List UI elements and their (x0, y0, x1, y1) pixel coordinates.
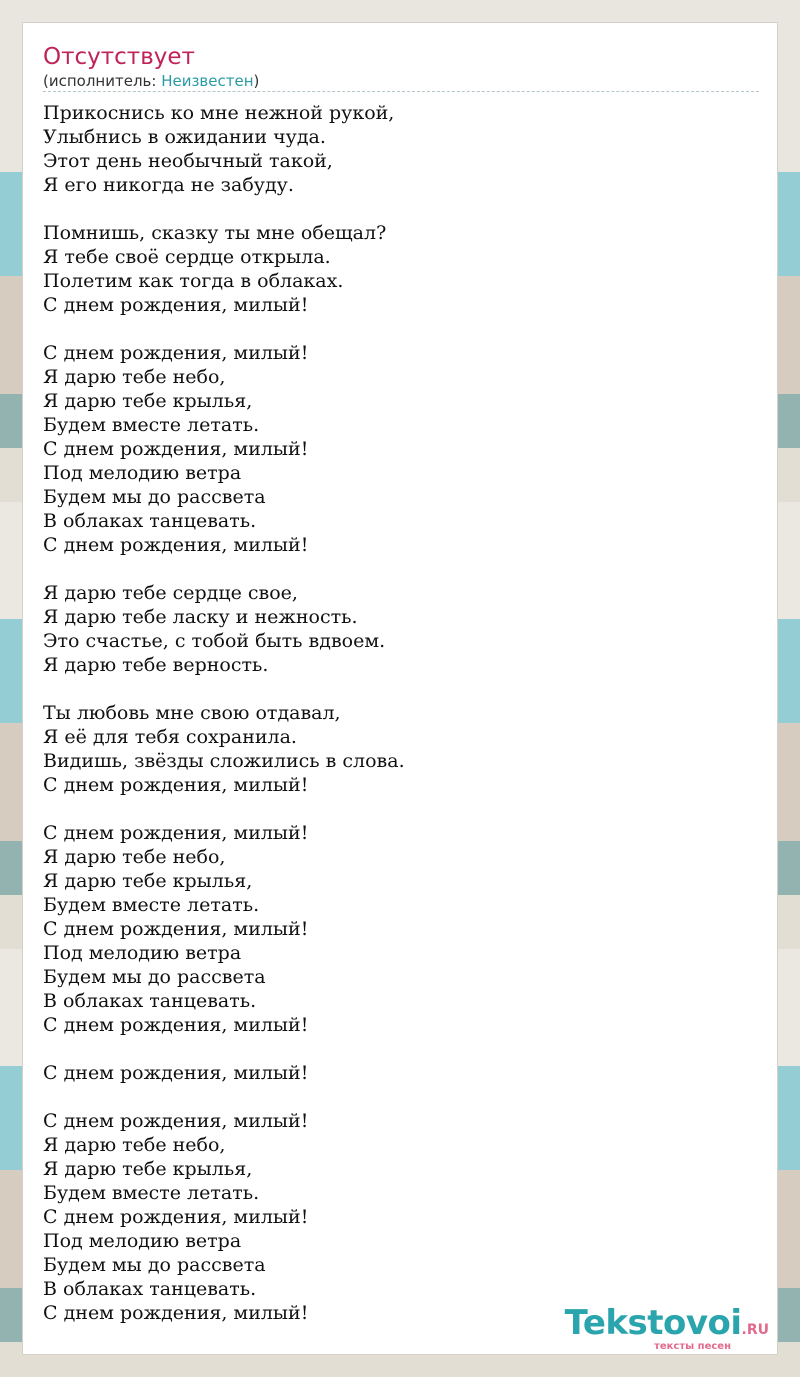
lyrics-line: Я тебе своё сердце открыла. (43, 246, 331, 268)
lyrics-line: Этот день необычный такой, (43, 150, 333, 172)
lyrics-line: Я дарю тебе крылья, (43, 1158, 253, 1180)
lyrics-line: Будем вместе летать. (43, 1182, 260, 1204)
artist-line (43, 71, 259, 91)
lyrics-stanza (43, 1061, 743, 1085)
lyrics-line: Будем мы до рассвета (43, 1254, 266, 1276)
lyrics-line: Под мелодию ветра (43, 942, 242, 964)
lyrics-line: С днем рождения, милый! (43, 1302, 309, 1324)
lyrics-line: С днем рождения, милый! (43, 1062, 309, 1084)
logo-tld: .RU (741, 1322, 769, 1338)
lyrics-line: Я дарю тебе верность. (43, 654, 269, 676)
lyrics-stanza (43, 341, 743, 557)
artist-prefix: (исполнитель: (43, 72, 162, 90)
lyrics-line: Я дарю тебе ласку и нежность. (43, 606, 358, 628)
logo-tagline: тексты песен (654, 1341, 731, 1352)
lyrics-line: Под мелодию ветра (43, 1230, 242, 1252)
lyrics-stanza (43, 701, 743, 797)
lyrics-line: Будем мы до рассвета (43, 486, 266, 508)
lyrics-line: Улыбнись в ожидании чуда. (43, 126, 326, 148)
lyrics-line: Помнишь, сказку ты мне обещал? (43, 222, 387, 244)
lyrics-line: С днем рождения, милый! (43, 1014, 309, 1036)
lyrics-stanza (43, 1109, 743, 1325)
logo-name: Tekstovoi (564, 1303, 742, 1343)
lyrics-line: С днем рождения, милый! (43, 774, 309, 796)
lyrics-line: С днем рождения, милый! (43, 438, 309, 460)
lyrics-line: Будем мы до рассвета (43, 966, 266, 988)
title-divider (43, 91, 759, 92)
lyrics-text (43, 101, 743, 1325)
lyrics-line: С днем рождения, милый! (43, 918, 309, 940)
lyrics-line: Это счастье, с тобой быть вдвоем. (43, 630, 386, 652)
lyrics-line: Я дарю тебе крылья, (43, 870, 253, 892)
lyrics-line: Будем вместе летать. (43, 414, 260, 436)
lyrics-line: С днем рождения, милый! (43, 534, 309, 556)
lyrics-stanza (43, 581, 743, 677)
lyrics-line: Будем вместе летать. (43, 894, 260, 916)
lyrics-line: С днем рождения, милый! (43, 822, 309, 844)
lyrics-line: Я дарю тебе небо, (43, 366, 226, 388)
artist-suffix: ) (253, 72, 260, 90)
artist-link[interactable]: Неизвестен (161, 72, 254, 90)
song-title: Отсутствует (43, 44, 195, 70)
lyrics-line: С днем рождения, милый! (43, 1110, 309, 1132)
lyrics-line: Полетим как тогда в облаках. (43, 270, 344, 292)
lyrics-line: В облаках танцевать. (43, 510, 257, 532)
lyrics-line: С днем рождения, милый! (43, 294, 309, 316)
lyrics-line: Я дарю тебе небо, (43, 1134, 226, 1156)
lyrics-line: В облаках танцевать. (43, 990, 257, 1012)
lyrics-line: Под мелодию ветра (43, 462, 242, 484)
lyrics-line: Я дарю тебе крылья, (43, 390, 253, 412)
lyrics-line: Я её для тебя сохранила. (43, 726, 297, 748)
lyrics-stanza (43, 101, 743, 197)
lyrics-line: Я дарю тебе небо, (43, 846, 226, 868)
lyrics-line: Я дарю тебе сердце свое, (43, 582, 298, 604)
lyrics-line: Ты любовь мне свою отдавал, (43, 702, 341, 724)
lyrics-stanza (43, 221, 743, 317)
lyrics-line: С днем рождения, милый! (43, 1206, 309, 1228)
lyrics-line: Видишь, звёзды сложились в слова. (43, 750, 405, 772)
lyrics-line: Я его никогда не забуду. (43, 174, 294, 196)
lyrics-line: В облаках танцевать. (43, 1278, 257, 1300)
lyrics-card (22, 22, 778, 1355)
lyrics-stanza (43, 821, 743, 1037)
lyrics-line: С днем рождения, милый! (43, 342, 309, 364)
site-logo[interactable] (549, 1303, 769, 1354)
lyrics-line: Прикоснись ко мне нежной рукой, (43, 102, 395, 124)
